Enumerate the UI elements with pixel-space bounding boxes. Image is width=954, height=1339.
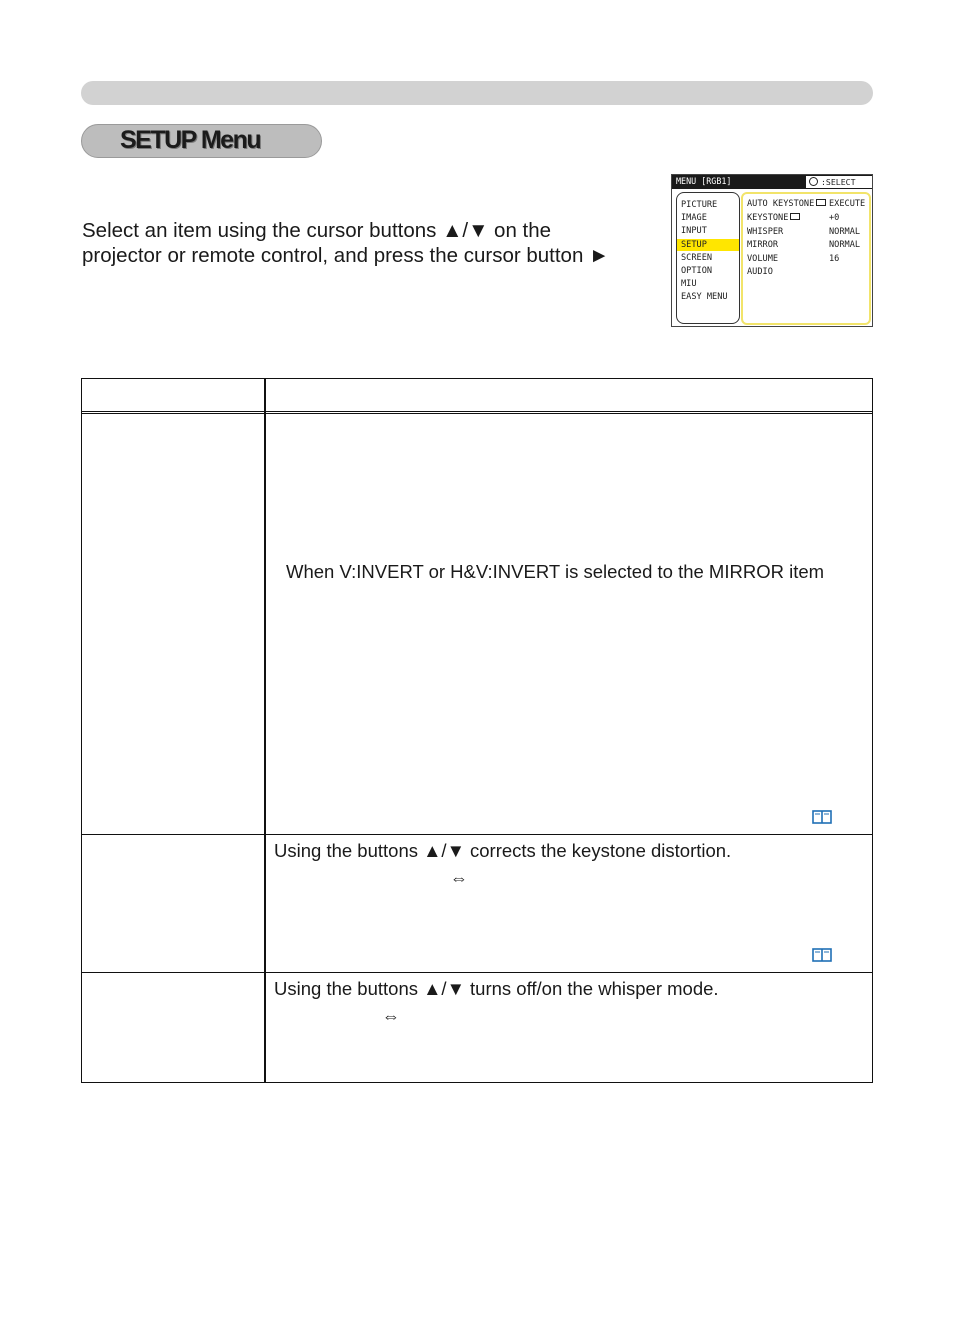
column-divider xyxy=(264,379,266,1082)
reference-book-icon[interactable] xyxy=(812,810,832,824)
setup-row-key: KEYSTONE xyxy=(747,212,800,224)
menu-item-easy-menu[interactable]: EASY MENU xyxy=(681,292,728,302)
setup-row-key: WHISPER xyxy=(747,227,784,237)
setup-row-value: NORMAL xyxy=(829,227,861,237)
section-title: SETUP Menu xyxy=(120,126,261,154)
setup-row-value: +0 xyxy=(829,213,840,223)
setup-row-key: VOLUME xyxy=(747,254,779,264)
intro-line-2: projector or remote control, and press the cursor button ► xyxy=(82,244,610,267)
setup-row-mirror[interactable] xyxy=(747,239,871,251)
setup-row-whisper[interactable] xyxy=(747,226,871,238)
intro-text xyxy=(82,218,652,268)
intro-line-1: Select an item using the cursor buttons ▲/▼ on the xyxy=(82,219,552,242)
section-heading xyxy=(81,124,322,158)
menu-header-title: MENU [RGB1] xyxy=(676,176,732,186)
setup-menu-screenshot xyxy=(671,174,873,327)
row-divider-1 xyxy=(82,834,872,835)
menu-item-picture[interactable]: PICTURE xyxy=(681,200,718,210)
setup-row-key: MIRROR xyxy=(747,240,779,250)
setup-row-value: NORMAL xyxy=(829,240,861,250)
menu-header xyxy=(672,175,872,189)
row-divider-2 xyxy=(82,972,872,973)
swap-arrow-icon: ⇔ xyxy=(382,1006,400,1026)
setup-items-table xyxy=(81,378,873,1083)
setup-row-keystone[interactable] xyxy=(747,212,871,224)
setup-row-audio[interactable] xyxy=(747,266,871,278)
auto-keystone-note: When V:INVERT or H&V:INVERT is selected to the MIRROR item xyxy=(286,561,825,582)
menu-category-list xyxy=(676,192,740,324)
setup-row-volume[interactable] xyxy=(747,253,871,265)
setup-row-key: AUDIO xyxy=(747,267,773,277)
menu-select-label: :SELECT xyxy=(821,177,856,187)
menu-item-input[interactable]: INPUT xyxy=(681,226,707,236)
setup-row-value: EXECUTE xyxy=(829,199,866,209)
header-divider-double xyxy=(82,413,872,414)
setup-row-value: 16 xyxy=(829,254,840,264)
setup-item-list xyxy=(741,192,871,325)
setup-row-auto-keystone[interactable] xyxy=(747,198,871,210)
whisper-description: Using the buttons ▲/▼ turns off/on the whisper mode. xyxy=(274,978,719,999)
menu-item-image[interactable]: IMAGE xyxy=(681,213,707,223)
select-cursor-icon xyxy=(809,177,818,186)
keystone-icon xyxy=(790,213,800,220)
menu-item-setup[interactable]: SETUP xyxy=(677,239,739,251)
keystone-icon xyxy=(816,199,826,206)
menu-item-option[interactable]: OPTION xyxy=(681,266,713,276)
header-bar xyxy=(81,81,873,105)
swap-arrow-icon: ⇔ xyxy=(450,868,468,888)
menu-select-hint xyxy=(806,176,872,188)
keystone-description: Using the buttons ▲/▼ corrects the keystone distortion. xyxy=(274,840,732,861)
setup-row-key: AUTO KEYSTONE xyxy=(747,198,826,210)
menu-item-miu[interactable]: MIU xyxy=(681,279,697,289)
menu-item-screen[interactable]: SCREEN xyxy=(681,253,713,263)
reference-book-icon[interactable] xyxy=(812,948,832,962)
header-divider xyxy=(82,411,872,412)
